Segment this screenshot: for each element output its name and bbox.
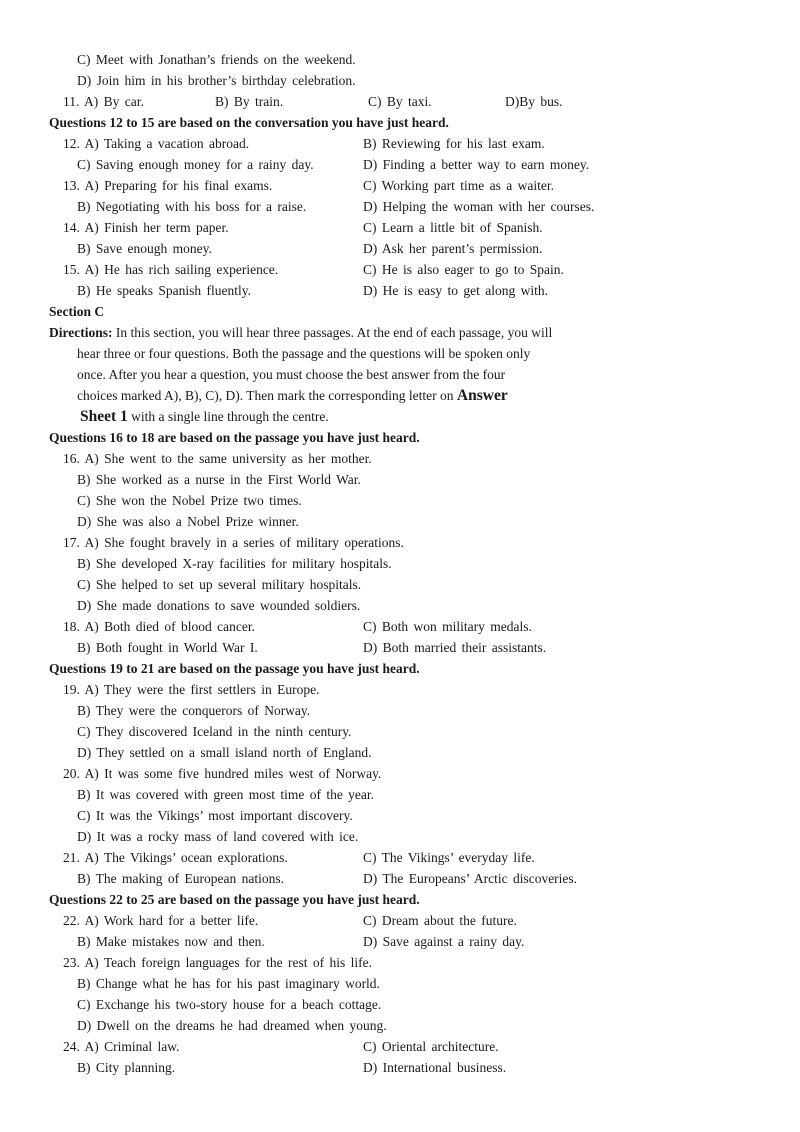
option-18a: 18. A) Both died of blood cancer. (63, 619, 255, 634)
option-16b: B) She worked as a nurse in the First World War. (77, 472, 361, 487)
option-21b: B) The making of European nations. (77, 871, 284, 886)
option-16c: C) She won the Nobel Prize two times. (77, 493, 302, 508)
option-12d: D) Finding a better way to earn money. (363, 157, 590, 172)
option-17d: D) She made donations to save wounded soldiers. (77, 598, 361, 613)
option-11a: 11. A) By car. (63, 94, 144, 109)
option-13a: 13. A) Preparing for his final exams. (63, 178, 273, 193)
option-23b: B) Change what he has for his past imaginary world. (77, 976, 380, 991)
option-16d: D) She was also a Nobel Prize winner. (77, 514, 299, 529)
option-23c: C) Exchange his two-story house for a beach cottage. (77, 997, 382, 1012)
option-21d: D) The Europeans’ Arctic discoveries. (363, 871, 578, 886)
option-19d: D) They settled on a small island north of England. (77, 745, 372, 760)
option-12c: C) Saving enough money for a rainy day. (77, 157, 314, 172)
directions-text: hear three or four questions. Both the passage and the questions will be spoken only (77, 346, 531, 361)
option-17a: 17. A) She fought bravely in a series of military operations. (63, 535, 404, 550)
directions-label: Directions: (49, 325, 113, 340)
option-14c: C) Learn a little bit of Spanish. (363, 220, 543, 235)
directions-text: with a single line through the centre. (127, 409, 329, 424)
option-24d: D) International business. (363, 1060, 507, 1075)
option-14d: D) Ask her parent’s permission. (363, 241, 543, 256)
option-23a: 23. A) Teach foreign languages for the rest of his life. (63, 955, 372, 970)
answer-sheet-label: Sheet 1 (80, 408, 128, 425)
option-10c: C) Meet with Jonathan’s friends on the weekend. (77, 52, 356, 67)
option-14a: 14. A) Finish her term paper. (63, 220, 229, 235)
directions-text: In this section, you will hear three passages. At the end of each passage, you will (112, 325, 553, 340)
option-11d: D)By bus. (505, 94, 563, 109)
option-20a: 20. A) It was some five hundred miles west of Norway. (63, 766, 382, 781)
option-15a: 15. A) He has rich sailing experience. (63, 262, 279, 277)
option-18d: D) Both married their assistants. (363, 640, 547, 655)
answer-sheet-label: Answer (456, 387, 508, 404)
option-24b: B) City planning. (77, 1060, 176, 1075)
option-10d: D) Join him in his brother’s birthday celebration. (77, 73, 356, 88)
directions-line (49, 324, 552, 342)
option-16a: 16. A) She went to the same university as her mother. (63, 451, 372, 466)
question-group-heading: Questions 12 to 15 are based on the conversation you have just heard. (49, 115, 449, 130)
option-17c: C) She helped to set up several military hospitals. (77, 577, 362, 592)
option-22d: D) Save against a rainy day. (363, 934, 525, 949)
option-24a: 24. A) Criminal law. (63, 1039, 180, 1054)
option-22a: 22. A) Work hard for a better life. (63, 913, 259, 928)
directions-line (77, 387, 508, 405)
option-20d: D) It was a rocky mass of land covered with ice. (77, 829, 359, 844)
option-15b: B) He speaks Spanish fluently. (77, 283, 251, 298)
question-group-heading: Questions 19 to 21 are based on the passage you have just heard. (49, 661, 420, 676)
option-13c: C) Working part time as a waiter. (363, 178, 554, 193)
option-15c: C) He is also eager to go to Spain. (363, 262, 564, 277)
option-19a: 19. A) They were the first settlers in Europe. (63, 682, 320, 697)
question-group-heading: Questions 16 to 18 are based on the passage you have just heard. (49, 430, 420, 445)
option-13d: D) Helping the woman with her courses. (363, 199, 595, 214)
section-heading: Section C (49, 304, 105, 319)
option-12b: B) Reviewing for his last exam. (363, 136, 545, 151)
option-19b: B) They were the conquerors of Norway. (77, 703, 311, 718)
option-24c: C) Oriental architecture. (363, 1039, 499, 1054)
option-18b: B) Both fought in World War I. (77, 640, 258, 655)
option-20c: C) It was the Vikings’ most important discovery. (77, 808, 353, 823)
option-19c: C) They discovered Iceland in the ninth century. (77, 724, 352, 739)
option-15d: D) He is easy to get along with. (363, 283, 548, 298)
option-18c: C) Both won military medals. (363, 619, 532, 634)
option-21c: C) The Vikings’ everyday life. (363, 850, 535, 865)
option-11b: B) By train. (215, 94, 284, 109)
option-14b: B) Save enough money. (77, 241, 212, 256)
option-11c: C) By taxi. (368, 94, 432, 109)
option-22c: C) Dream about the future. (363, 913, 517, 928)
question-group-heading: Questions 22 to 25 are based on the passage you have just heard. (49, 892, 420, 907)
option-21a: 21. A) The Vikings’ ocean explorations. (63, 850, 288, 865)
directions-line (80, 408, 329, 426)
option-17b: B) She developed X-ray facilities for military hospitals. (77, 556, 392, 571)
option-23d: D) Dwell on the dreams he had dreamed when young. (77, 1018, 387, 1033)
option-20b: B) It was covered with green most time of the year. (77, 787, 375, 802)
option-22b: B) Make mistakes now and then. (77, 934, 265, 949)
directions-text: once. After you hear a question, you must choose the best answer from the four (77, 367, 506, 382)
option-12a: 12. A) Taking a vacation abroad. (63, 136, 250, 151)
directions-text: choices marked A), B), C), D). Then mark the corresponding letter on (77, 388, 457, 403)
option-13b: B) Negotiating with his boss for a raise. (77, 199, 307, 214)
